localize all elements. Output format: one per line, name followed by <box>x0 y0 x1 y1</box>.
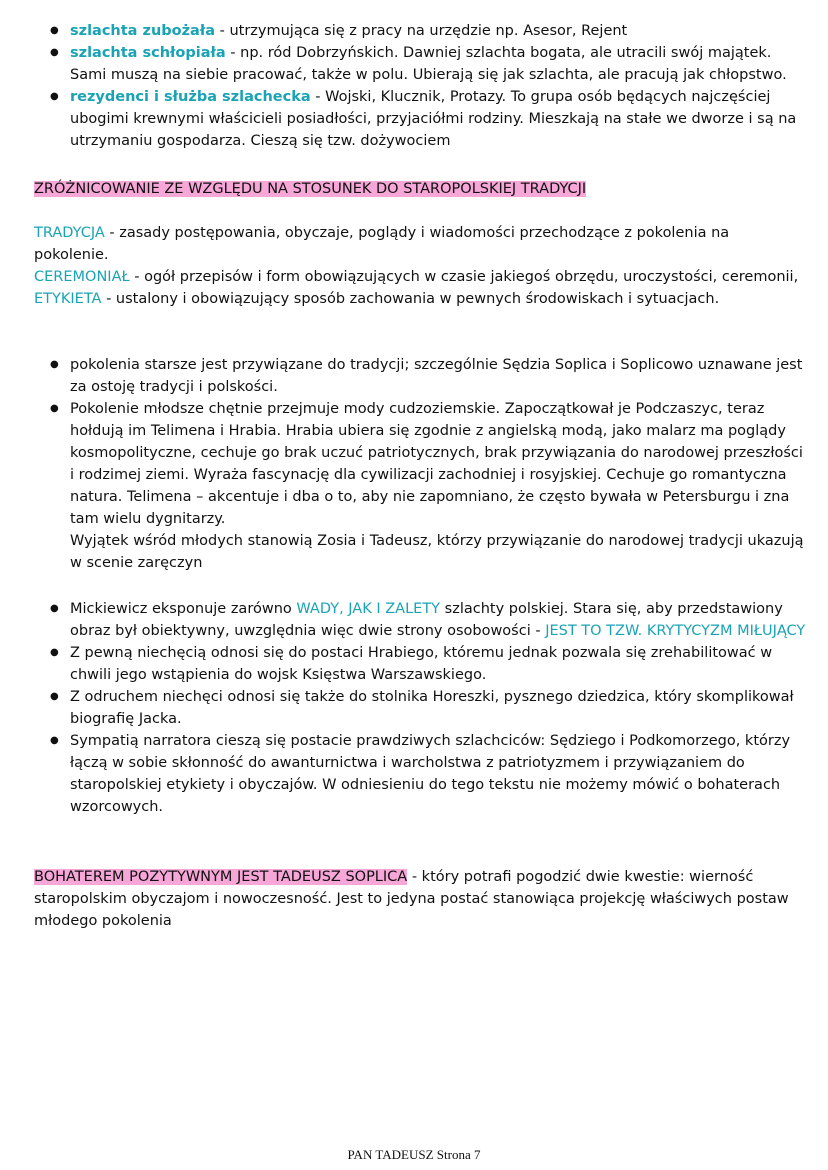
definition <box>34 222 804 266</box>
term-description: - np. ród Dobrzyńskich. Dawniej szlachta bogata, ale utracili swój majątek. Sami muszą na siebie pracować, także w polu. Ubierają się jak szlachta, ale pracują jak chłopstwo. <box>70 45 787 83</box>
list-item <box>0 686 828 730</box>
section-heading <box>34 178 586 200</box>
list-item <box>0 86 828 152</box>
highlighted-phrase: JEST TO TZW. KRYTYCYZM MIŁUJĄCY <box>545 623 806 639</box>
definition-text: - ustalony i obowiązujący sposób zachowania w pewnych środowiskach i sytuacjach. <box>101 291 720 307</box>
list-item <box>0 642 828 686</box>
definitions-block <box>34 222 804 310</box>
term-description: - Wojski, Klucznik, Protazy. To grupa osób będących najczęściej ubogimi krewnymi właścicieli posiadłości, przyjaciółmi rodziny. Mieszkają na stałe we dworze i są na utrzymaniu gospodarza. Cieszą się tzw. dożywociem <box>70 89 797 149</box>
list-item <box>0 398 828 574</box>
definition-text: - ogół przepisów i form obowiązujących w czasie jakiegoś obrzędu, uroczystości, ceremonii, <box>129 269 799 285</box>
term-label: szlachta schłopiała <box>70 45 226 61</box>
list-item-text: Mickiewicz eksponuje zarówno <box>70 601 297 617</box>
term-label: rezydenci i służba szlachecka <box>70 89 311 105</box>
conclusion-heading: BOHATEREM POZYTYWNYM JEST TADEUSZ SOPLICA <box>34 869 408 885</box>
list-item <box>0 42 828 86</box>
definition-term: TRADYCJA <box>34 225 105 241</box>
conclusion-text: - który potrafi pogodzić dwie kwestie: wierność staropolskim obyczajom i nowoczesność. Jest to jedyna postać stanowiąca projekcję właściwych postaw młodego pokolenia <box>34 869 789 929</box>
definition <box>34 266 804 288</box>
list-item-text: Pokolenie młodsze chętnie przejmuje mody cudzoziemskie. Zapoczątkował je Podczaszyc, teraz hołdują im Telimena i Hrabia. Hrabia ubiera się zgodnie z angielską modą, jako malarz ma poglądy kosmopolityczne, cechuje go brak uczuć patriotycznych, brak przywiązania do narodowej przeszłości i rodzimej ziemi. Wyraża fascynację dla cywilizacji zachodniej i rosyjskiej. Cechuje go romantyczna natura. Telimena – akcentuje i dba o to, aby nie zapomniano, że często bywała w Petersburgu i zna tam wielu dygnitarzy. <box>70 401 803 527</box>
list-item <box>0 730 828 818</box>
section-heading-text: ZRÓŻNICOWANIE ZE WZGLĘDU NA STOSUNEK DO STAROPOLSKIEJ TRADYCJI <box>34 181 587 197</box>
definition-term: ETYKIETA <box>34 291 102 307</box>
list-item <box>0 354 828 398</box>
definition-term: CEREMONIAŁ <box>34 269 130 285</box>
term-label: szlachta zubożała <box>70 23 215 39</box>
list-item-text: Z odruchem niechęci odnosi się także do stolnika Horeszki, pysznego dziedzica, który skomplikował biografię Jacka. <box>70 689 794 727</box>
definition <box>34 288 804 310</box>
narrator-attitude-list <box>0 598 828 818</box>
social-groups-list <box>0 20 828 152</box>
page-footer: PAN TADEUSZ Strona 7 <box>347 1147 481 1162</box>
list-item <box>0 598 828 642</box>
highlighted-phrase: WADY, JAK I ZALETY <box>296 601 441 617</box>
list-item-text: Z pewną niechęcią odnosi się do postaci Hrabiego, któremu jednak pozwala się zrehabilitować w chwili jego wstąpienia do wojsk Księstwa Warszawskiego. <box>70 645 773 683</box>
definition-text: - zasady postępowania, obyczaje, poglądy i wiadomości przechodzące z pokolenia na pokolenie. <box>34 225 730 263</box>
list-item-text: pokolenia starsze jest przywiązane do tradycji; szczególnie Sędzia Soplica i Soplicowo uznawane jest za ostoję tradycji i polskości. <box>70 357 803 395</box>
list-item-extra-text: Wyjątek wśród młodych stanowią Zosia i Tadeusz, którzy przywiązanie do narodowej tradycji ukazują w scenie zaręczyn <box>70 533 804 571</box>
conclusion-paragraph <box>34 866 794 932</box>
term-description: - utrzymująca się z pracy na urzędzie np. Asesor, Rejent <box>215 23 628 39</box>
list-item-text: szlachty polskiej. Stara się, aby przedstawiony obraz był obiektywny, uwzględnia więc dwie strony osobowości - <box>70 601 783 639</box>
generations-list <box>0 354 828 574</box>
list-item <box>0 20 828 42</box>
list-item-text: Sympatią narratora cieszą się postacie prawdziwych szlachciców: Sędziego i Podkomorzego, którzy łączą w sobie skłonność do awanturnictwa i warcholstwa z patriotyzmem i przywiązaniem do staropolskiej etykiety i obyczajów. W odniesieniu do tego tekstu nie możemy mówić o bohaterach wzorcowych. <box>70 733 791 815</box>
